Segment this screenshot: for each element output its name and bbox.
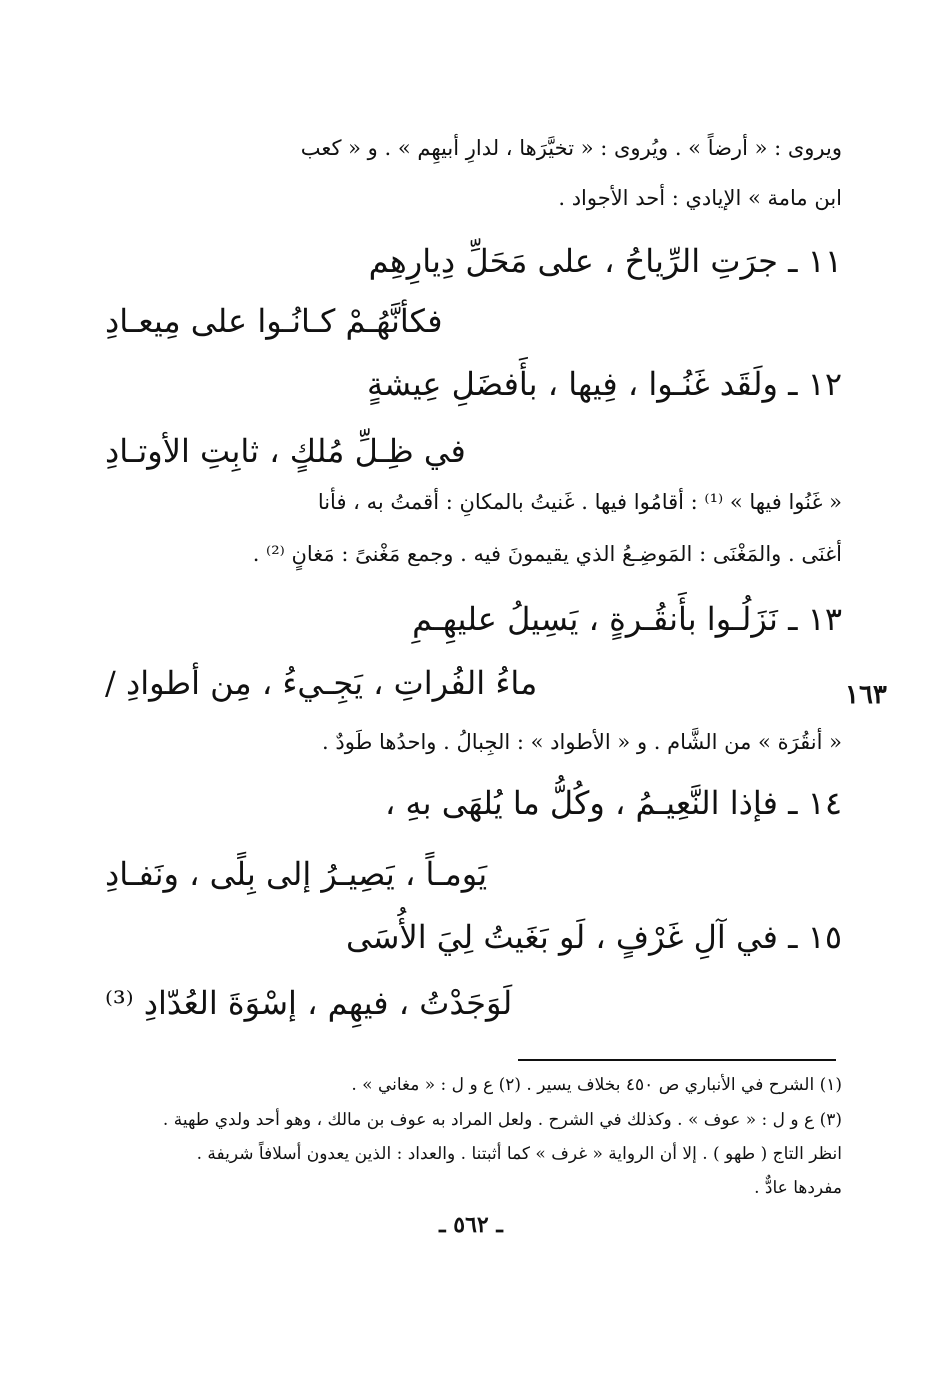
verse-14-second-hemistich: يَومـاً ، يَصِيـرُ إلى بِلًى ، ونَفـادِ xyxy=(105,855,488,893)
page-number: ـ ٥٦٢ ـ xyxy=(439,1212,503,1238)
verse-12-first-hemistich: ١٢ ـ ولَقَد غَنُـوا ، فِيها ، بأَفضَلِ عِيشةٍ xyxy=(367,365,842,403)
verse-13-second-hemistich: ماءُ الفُراتِ ، يَجِـيءُ ، مِن أطوادِ / xyxy=(105,664,538,702)
commentary-line: « أنقُرَة » من الشَّام . و « الأطواد » : الجِبالُ . واحدُها طَودٌ . xyxy=(322,730,842,754)
commentary-line: ويروى : « أرضاً » . ويُروى : « تخيَّرَها ، لدارِ أبيهِم » . و « كعب xyxy=(300,136,842,160)
margin-verse-number: ١٦٣ xyxy=(845,680,887,710)
footnote-line: (٣) ع و ل : « عوف » . وكذلك في الشرح . ولعل المراد به عوف بن مالك ، وهو أحد ولدي طهية . xyxy=(162,1110,842,1130)
footnote-line: انظر التاج ( طهو ) . إلا أن الرواية « غرف » كما أثبتنا . والعداد : الذين يعدون أسلافاً شريفة . xyxy=(196,1144,842,1164)
verse-12-second-hemistich: في ظِـلِّ مُلكٍ ، ثابِتِ الأوتـادِ xyxy=(105,432,466,470)
commentary-line: ابن مامة » الإيادي : أحد الأجواد . xyxy=(558,186,842,210)
verse-15-first-hemistich: ١٥ ـ في آلِ غَرْفٍ ، لَو بَغَيتُ لِيَ الأُسَى xyxy=(345,918,842,956)
verse-15-second-hemistich: لَوَجَدْتُ ، فيهِم ، إسْوَةَ العُدّادِ ⁽³⁾ xyxy=(105,984,513,1022)
footnote-line: مفردها عادٌّ . xyxy=(754,1178,842,1198)
verse-11-first-hemistich: ١١ ـ جرَتِ الرِّياحُ ، على مَحَلِّ دِيارِهِم xyxy=(368,242,842,280)
commentary-line: أغنَى . والمَغْنَى : المَوضِـعُ الذي يقيمونَ فيه . وجمع مَغْنىً : مَغانٍ ⁽²⁾ . xyxy=(252,542,842,566)
verse-13-first-hemistich: ١٣ ـ نَزَلُـوا بأَنقُـرةٍ ، يَسِيلُ عليهِـمِ xyxy=(412,600,842,638)
verse-11-second-hemistich: فكأنَّهُـمْ كـانُـوا على مِيعـادِ xyxy=(105,302,443,340)
commentary-line: « غَنُوا فيها » ⁽¹⁾ : أقامُوا فيها . غَنيتُ بالمكانِ : أقمتُ به ، فأنا xyxy=(317,490,842,514)
verse-14-first-hemistich: ١٤ ـ فإذا النَّعِيـمُ ، وكُلُّ ما يُلهَى بهِ ، xyxy=(385,784,842,822)
footnote-separator xyxy=(518,1059,836,1061)
footnote-line: (١) الشرح في الأنباري ص ٤٥٠ بخلاف يسير . (٢) ع و ل : « مغاني » . xyxy=(351,1075,842,1095)
